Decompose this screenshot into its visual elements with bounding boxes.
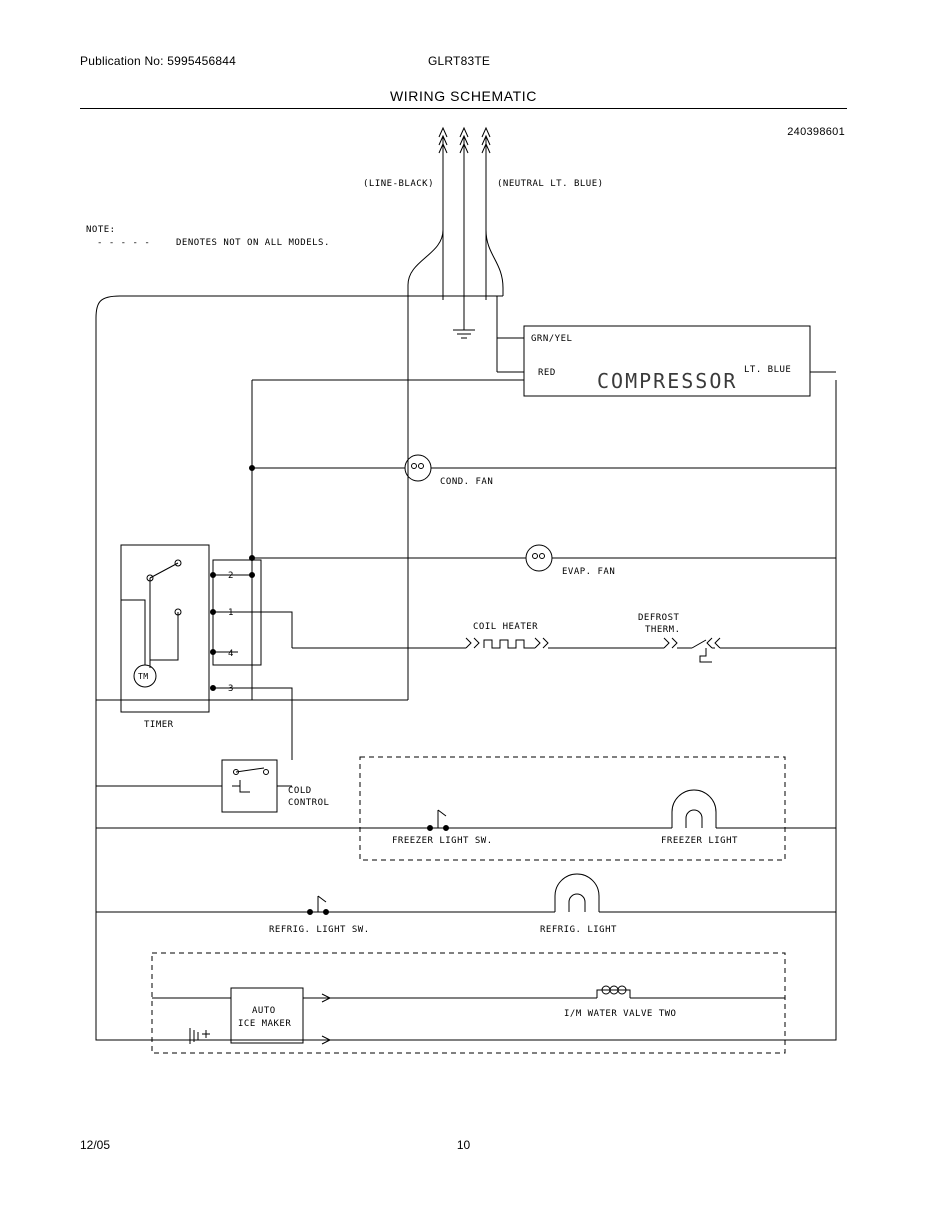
ice-maker-terminal-symbol bbox=[190, 1028, 210, 1044]
defrost-therm-symbol bbox=[664, 638, 720, 662]
freezer-light-switch-symbol bbox=[428, 810, 449, 831]
water-valve-solenoid-symbol bbox=[597, 986, 660, 998]
ice-maker-arrow-top bbox=[303, 994, 330, 1002]
model-number: GLRT83TE bbox=[428, 54, 491, 68]
bus-junction-2 bbox=[250, 466, 255, 471]
cond-fan-label: COND. FAN bbox=[440, 477, 494, 487]
evap-fan-motor bbox=[526, 545, 552, 571]
refrig-light-switch-symbol bbox=[308, 896, 329, 915]
timer-contacts bbox=[147, 560, 181, 668]
freezer-light-label: FREEZER LIGHT bbox=[661, 836, 738, 846]
ice-maker-dashed-box bbox=[152, 953, 785, 1053]
publication-number: Publication No: 5995456844 bbox=[80, 54, 236, 68]
timer-term1-dot bbox=[211, 610, 216, 615]
ice-maker-label-1: AUTO bbox=[252, 1006, 276, 1016]
footer-page-number: 10 bbox=[456, 1138, 471, 1152]
ground-symbol bbox=[453, 330, 475, 338]
supply-lead-neutral bbox=[482, 128, 490, 300]
supply-lead-line bbox=[439, 128, 447, 300]
bus-junction-1 bbox=[250, 573, 255, 578]
defrost-therm-label-1: DEFROST bbox=[638, 613, 680, 623]
page-title: WIRING SCHEMATIC bbox=[389, 88, 537, 104]
ice-maker-label-2: ICE MAKER bbox=[238, 1019, 292, 1029]
timer-motor-wire bbox=[121, 600, 145, 665]
refrig-light-sw-label: REFRIG. LIGHT SW. bbox=[269, 925, 370, 935]
evap-fan-label: EVAP. FAN bbox=[562, 567, 616, 577]
line-black-label: (LINE-BLACK) bbox=[363, 179, 435, 189]
cold-control-label-2: CONTROL bbox=[288, 798, 330, 808]
timer-terminal-3: 3 bbox=[228, 684, 234, 694]
coil-heater-symbol bbox=[466, 638, 548, 648]
water-valve-label: I/M WATER VALVE TWO bbox=[564, 1009, 677, 1019]
bus-junction-3 bbox=[250, 556, 255, 561]
cold-control-label-1: COLD bbox=[288, 786, 312, 796]
timer-motor-label: TM bbox=[138, 672, 149, 681]
neutral-label: (NEUTRAL LT. BLUE) bbox=[497, 179, 604, 189]
document-number: 240398601 bbox=[787, 126, 845, 138]
coil-heater-label: COIL HEATER bbox=[473, 622, 539, 632]
cold-control-box bbox=[222, 760, 277, 812]
refrig-lamp-symbol bbox=[555, 874, 599, 912]
footer-date: 12/05 bbox=[80, 1138, 111, 1152]
defrost-therm-label-2: THERM. bbox=[645, 625, 681, 635]
note-label: NOTE: bbox=[86, 225, 116, 235]
timer-term4-dot bbox=[211, 650, 216, 655]
neutral-route bbox=[486, 230, 503, 296]
timer-label: TIMER bbox=[144, 720, 174, 730]
timer-terminal-4: 4 bbox=[228, 649, 234, 659]
cond-fan-motor bbox=[405, 455, 431, 481]
timer-term3-dot bbox=[211, 686, 216, 691]
supply-lead-ground bbox=[460, 128, 468, 330]
outer-loop bbox=[96, 296, 836, 1040]
grn-yel-label: GRN/YEL bbox=[531, 334, 573, 344]
line-black-route bbox=[408, 230, 443, 296]
timer-terminal-2: 2 bbox=[228, 571, 234, 581]
freezer-lamp-symbol bbox=[672, 790, 716, 828]
timer-terminal-1: 1 bbox=[228, 608, 234, 618]
note-dash: - - - - - bbox=[97, 238, 151, 248]
timer-term2-dot bbox=[211, 573, 216, 578]
refrig-light-label: REFRIG. LIGHT bbox=[540, 925, 617, 935]
freezer-light-sw-label: FREEZER LIGHT SW. bbox=[392, 836, 493, 846]
lt-blue-label: LT. BLUE bbox=[744, 365, 792, 375]
compressor-label: COMPRESSOR bbox=[597, 369, 738, 393]
note-text: DENOTES NOT ON ALL MODELS. bbox=[176, 238, 330, 248]
red-label: RED bbox=[538, 368, 556, 378]
ice-maker-arrow-bottom bbox=[303, 1036, 330, 1044]
